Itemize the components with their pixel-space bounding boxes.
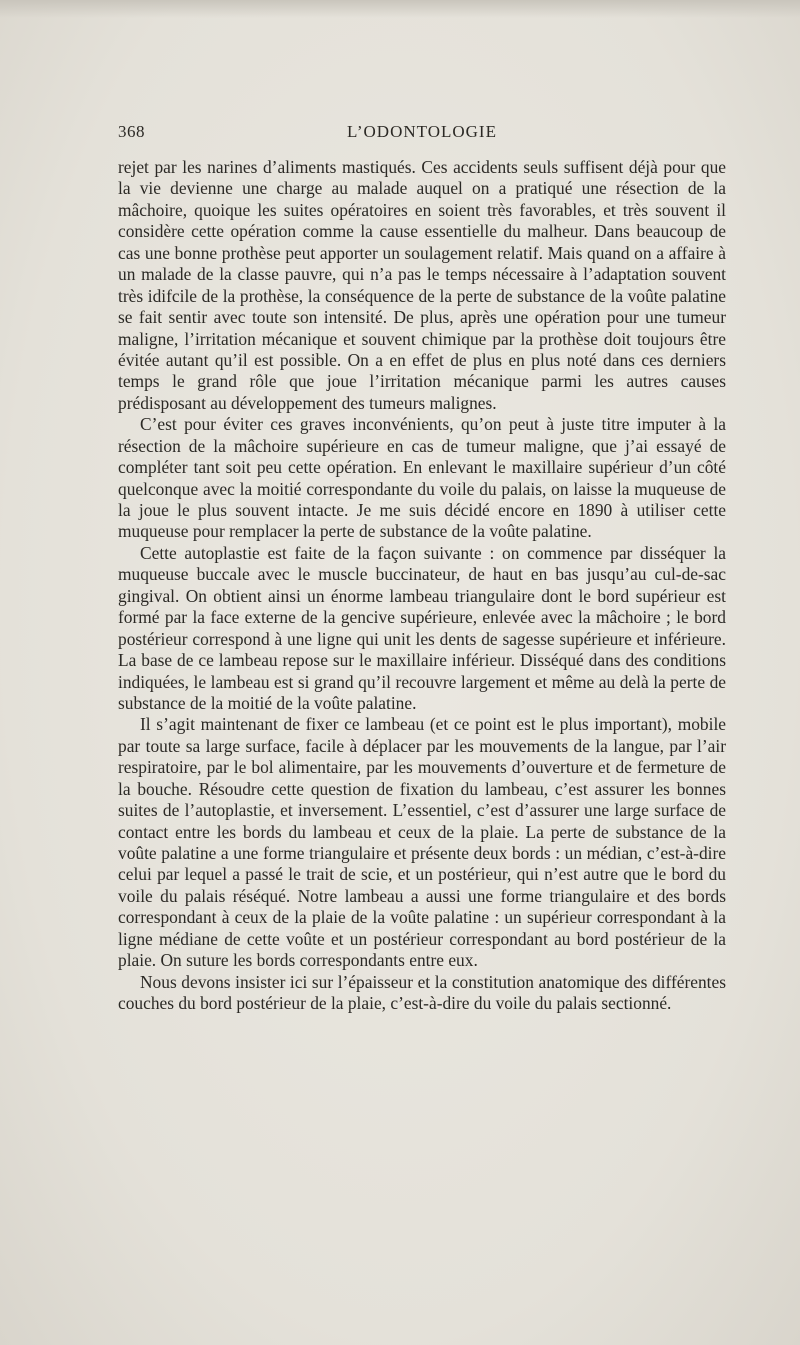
paragraph-continued: rejet par les narines d’aliments mastiqués. Ces accidents seuls suffisent déjà pour que la vie devienne une charge au malade auquel on a pratiqué une résection de la mâchoire, quoique les suites opératoires en soient très favorables, et très souvent il considère cette opération comme la cause essentielle du malheur. Dans beaucoup de cas une bonne prothèse peut apporter un soulagement relatif. Mais quand on a affaire à un malade de la classe pauvre, qui n’a pas le temps nécessaire à l’adaptation souvent très idifcile de la prothèse, la conséquence de la perte de substance de la voûte palatine se fait sentir avec toute son intensité. De plus, après une opération pour une tumeur maligne, l’irritation mécanique et souvent chimique par la prothèse doit toujours être évitée autant qu’il est possible. On a en effet de plus en plus noté dans ces derniers temps le grand rôle que joue l’irritation mécanique parmi les autres causes prédisposant au développement des tumeurs malignes. (118, 157, 726, 413)
running-title: L’ODONTOLOGIE (347, 122, 497, 141)
paragraph: Nous devons insister ici sur l’épaisseur et la constitution anatomique des différentes couches du bord postérieur de la plaie, c’est-à-dire du voile du palais sectionné. (118, 971, 726, 1014)
page-edge-shadow (0, 0, 800, 18)
page-header (118, 122, 726, 144)
page-number: 368 (118, 122, 145, 141)
paragraph: Cette autoplastie est faite de la façon suivante : on commence par disséquer la muqueuse buccale avec le muscle buccinateur, de haut en bas jusqu’au cul-de-sac gingival. On obtient ainsi un énorme lambeau triangulaire dont le bord supérieur est formé par la face externe de la gencive supérieure, enlevée avec la mâchoire ; le bord postérieur correspond à une ligne qui unit les dents de sagesse supérieure et inférieure. La base de ce lambeau repose sur le maxillaire inférieur. Disséqué dans des conditions indiquées, le lambeau est si grand qu’il recouvre largement et même au delà la perte de substance de la moitié de la voûte palatine. (118, 542, 726, 713)
body-text (118, 157, 726, 1015)
paragraph: Il s’agit maintenant de fixer ce lambeau (et ce point est le plus important), mobile par toute sa large surface, facile à déplacer par les mouvements de la langue, par l’air respiratoire, par le bol alimentaire, par les mouvements d’ouverture et de fermeture de la bouche. Résoudre cette question de fixation du lambeau, c’est assurer les bonnes suites de l’autoplastie, et inversement. L’essentiel, c’est d’assurer une large surface de contact entre les bords du lambeau et ceux de la plaie. La perte de substance de la voûte palatine a une forme triangulaire et présente deux bords : un médian, c’est-à-dire celui par lequel a passé le trait de scie, et un postérieur, qui n’est autre que le bord du voile du palais réséqué. Notre lambeau a aussi une forme triangulaire et des bords correspondant à ceux de la plaie de la voûte palatine : un supérieur correspondant à la ligne médiane de cette voûte et un postérieur correspondant au bord postérieur de la plaie. On suture les bords correspondants entre eux. (118, 714, 726, 971)
paragraph: C’est pour éviter ces graves inconvénients, qu’on peut à juste titre imputer à la résection de la mâchoire supérieure en cas de tumeur maligne, que j’ai essayé de compléter tant soit peu cette opération. En enlevant le maxillaire supérieur d’un côté quelconque avec la moitié correspondante du voile du palais, on laisse la muqueuse de la joue le plus souvent intacte. Je me suis décidé encore en 1890 à utiliser cette muqueuse pour remplacer la perte de substance de la voûte palatine. (118, 414, 726, 542)
